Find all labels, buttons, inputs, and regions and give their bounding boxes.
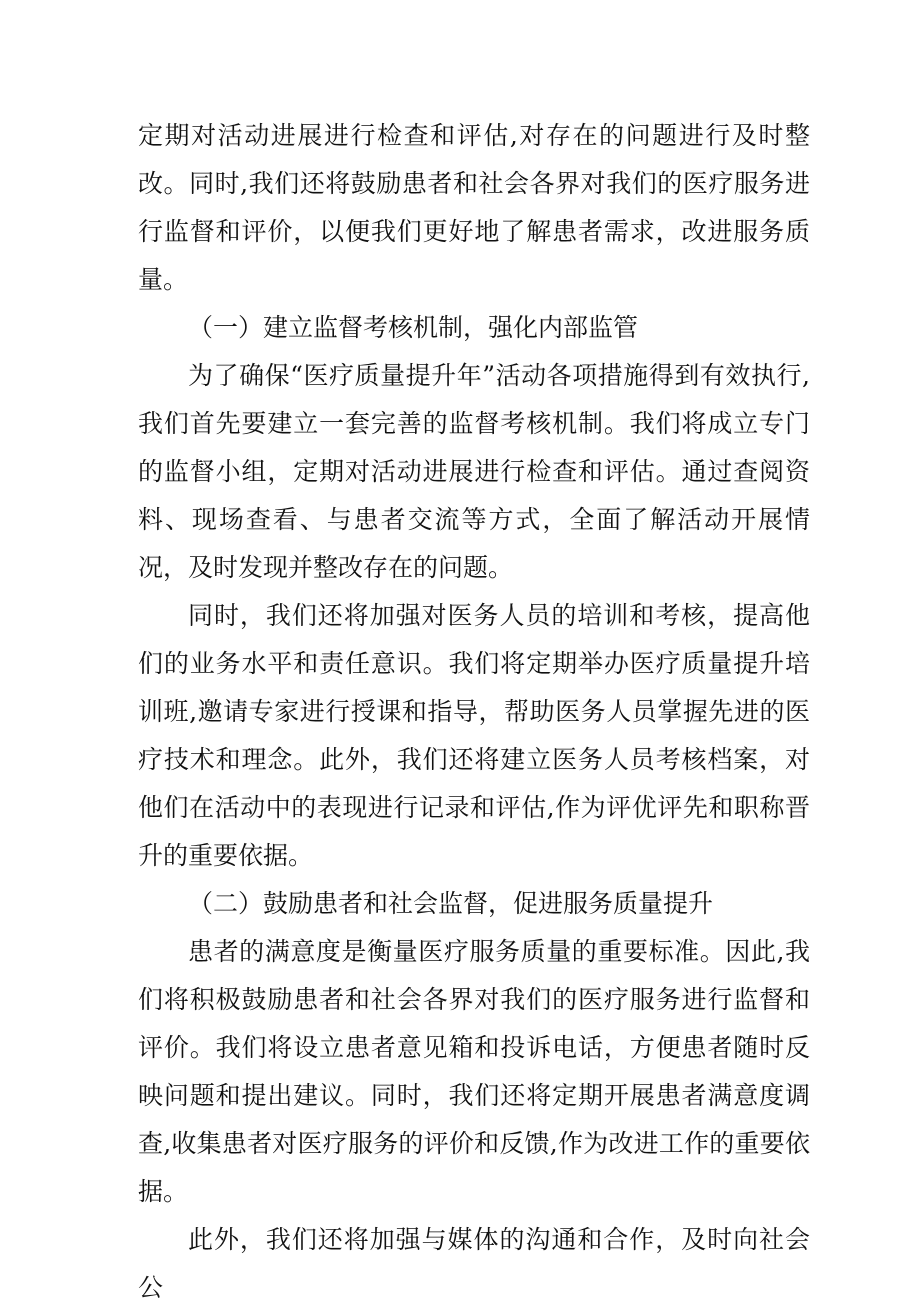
paragraph-supervision-mechanism: 为了确保“医疗质量提升年”活动各项措施得到有效执行,我们首先要建立一套完善的监督考核机制。我们将成立专门的监督小组，定期对活动进展进行检查和评估。通过查阅资料、现场查看、与患者交流等方式，全面了解活动开展情况，及时发现并整改存在的问题。 [138,361,810,582]
paragraph-media-cooperation: 此外，我们还将加强与媒体的沟通和合作，及时向社会公 [138,1225,810,1302]
section-heading-1: （一）建立监督考核机制，强化内部监管 [188,313,639,342]
paragraph-continuation: 定期对活动进展进行检查和评估,对存在的问题进行及时整改。同时,我们还将鼓励患者和社会各界对我们的医疗服务进行监督和评价，以便我们更好地了解患者需求，改进服务质量。 [138,121,810,294]
document-body [138,112,810,1312]
section-heading-2: （二）鼓励患者和社会监督，促进服务质量提升 [188,889,714,918]
paragraph-staff-training: 同时，我们还将加强对医务人员的培训和考核，提高他们的业务水平和责任意识。我们将定期举办医疗质量提升培训班,邀请专家进行授课和指导，帮助医务人员掌握先进的医疗技术和理念。此外，我们还将建立医务人员考核档案，对他们在活动中的表现进行记录和评估,作为评优评先和职称晋升的重要依据。 [138,601,810,870]
paragraph-patient-satisfaction: 患者的满意度是衡量医疗服务质量的重要标准。因此,我们将积极鼓励患者和社会各界对我们的医疗服务进行监督和评价。我们将设立患者意见箱和投诉电话，方便患者随时反映问题和提出建议。同时，我们还将定期开展患者满意度调查,收集患者对医疗服务的评价和反馈,作为改进工作的重要依据。 [138,937,810,1206]
